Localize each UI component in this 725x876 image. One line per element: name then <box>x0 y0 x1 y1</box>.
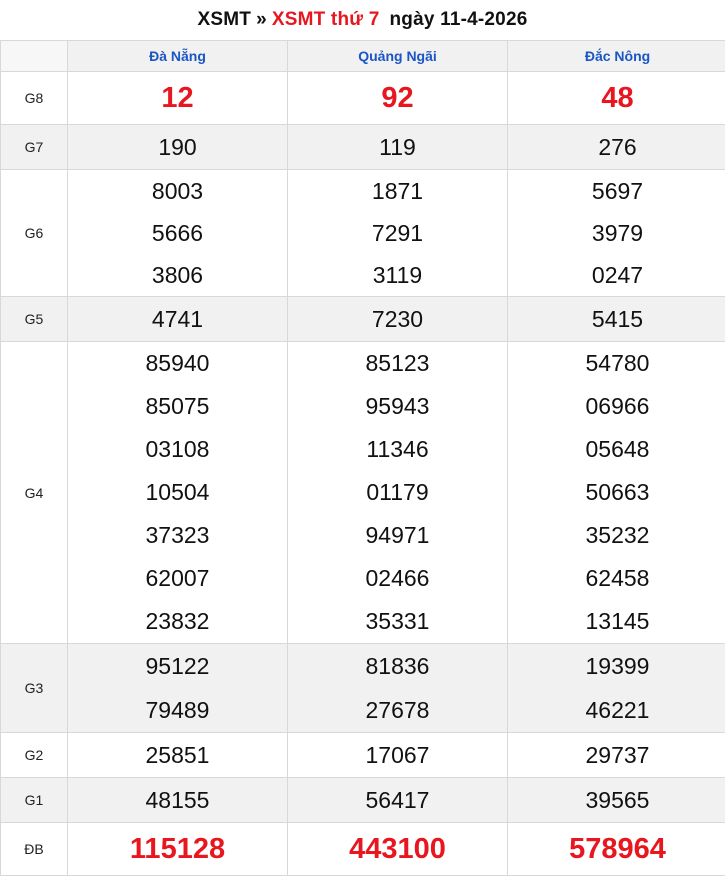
prize-number: 01179 <box>288 471 507 514</box>
prize-number: 8003 <box>68 170 287 212</box>
prize-number: 79489 <box>68 688 287 732</box>
prize-number: 81836 <box>288 644 507 688</box>
prize-number: 11346 <box>288 428 507 471</box>
prize-value-db-0: 115128 <box>68 823 288 876</box>
prize-value-g3-2 <box>508 644 725 733</box>
results-table <box>0 40 725 876</box>
prize-number: 95122 <box>68 644 287 688</box>
table-row <box>1 170 725 297</box>
prize-value-g2-1: 17067 <box>288 733 508 778</box>
prize-label-g7: G7 <box>1 125 68 170</box>
prize-value-g3-0 <box>68 644 288 733</box>
prize-number: 05648 <box>508 428 725 471</box>
page-title <box>0 0 725 40</box>
prize-label-g5: G5 <box>1 297 68 342</box>
prize-value-g8-1: 92 <box>288 72 508 125</box>
prize-number: 62458 <box>508 557 725 600</box>
prize-value-g2-0: 25851 <box>68 733 288 778</box>
prize-number: 02466 <box>288 557 507 600</box>
prize-value-g4-1 <box>288 342 508 644</box>
prize-number: 23832 <box>68 600 287 643</box>
prize-value-g5-0: 4741 <box>68 297 288 342</box>
prize-number: 27678 <box>288 688 507 732</box>
prize-number: 46221 <box>508 688 725 732</box>
prize-number: 35232 <box>508 514 725 557</box>
prize-value-g3-1 <box>288 644 508 733</box>
prize-number: 94971 <box>288 514 507 557</box>
prize-value-g7-2: 276 <box>508 125 725 170</box>
table-row <box>1 644 725 733</box>
prize-number: 54780 <box>508 342 725 385</box>
header-corner <box>1 41 68 72</box>
prize-value-g6-0 <box>68 170 288 297</box>
prize-label-g8: G8 <box>1 72 68 125</box>
prize-number: 85075 <box>68 385 287 428</box>
title-date: ngày 11-4-2026 <box>389 9 527 31</box>
prize-number: 5697 <box>508 170 725 212</box>
prize-number: 3119 <box>288 254 507 296</box>
prize-number: 03108 <box>68 428 287 471</box>
prize-value-g1-2: 39565 <box>508 778 725 823</box>
prize-number: 85123 <box>288 342 507 385</box>
table-row <box>1 823 725 876</box>
title-prefix: XSMT <box>198 9 252 31</box>
table-row <box>1 72 725 125</box>
table-row <box>1 778 725 823</box>
prize-number: 5666 <box>68 212 287 254</box>
prize-number: 37323 <box>68 514 287 557</box>
prize-label-g4: G4 <box>1 342 68 644</box>
prize-number: 85940 <box>68 342 287 385</box>
prize-value-g1-0: 48155 <box>68 778 288 823</box>
table-row <box>1 733 725 778</box>
prize-label-g2: G2 <box>1 733 68 778</box>
title-highlight: XSMT thứ 7 <box>272 9 380 31</box>
province-header-1[interactable]: Quảng Ngãi <box>288 41 508 72</box>
table-row <box>1 297 725 342</box>
prize-number: 3979 <box>508 212 725 254</box>
prize-number: 50663 <box>508 471 725 514</box>
prize-value-g1-1: 56417 <box>288 778 508 823</box>
title-separator: » <box>256 9 267 31</box>
prize-value-g6-2 <box>508 170 725 297</box>
prize-value-g5-2: 5415 <box>508 297 725 342</box>
prize-value-g2-2: 29737 <box>508 733 725 778</box>
prize-number: 06966 <box>508 385 725 428</box>
prize-number: 13145 <box>508 600 725 643</box>
prize-value-db-2: 578964 <box>508 823 725 876</box>
prize-label-g3: G3 <box>1 644 68 733</box>
prize-value-g4-0 <box>68 342 288 644</box>
prize-number: 7291 <box>288 212 507 254</box>
prize-number: 95943 <box>288 385 507 428</box>
table-row <box>1 342 725 644</box>
table-header-row <box>1 41 725 72</box>
prize-number: 35331 <box>288 600 507 643</box>
prize-value-g4-2 <box>508 342 725 644</box>
prize-number: 1871 <box>288 170 507 212</box>
prize-value-g8-2: 48 <box>508 72 725 125</box>
prize-value-db-1: 443100 <box>288 823 508 876</box>
prize-label-g6: G6 <box>1 170 68 297</box>
prize-label-db: ĐB <box>1 823 68 876</box>
province-header-2[interactable]: Đắc Nông <box>508 41 725 72</box>
results-body <box>1 72 725 876</box>
prize-number: 0247 <box>508 254 725 296</box>
prize-value-g8-0: 12 <box>68 72 288 125</box>
prize-label-g1: G1 <box>1 778 68 823</box>
province-header-0[interactable]: Đà Nẵng <box>68 41 288 72</box>
prize-value-g7-0: 190 <box>68 125 288 170</box>
prize-number: 62007 <box>68 557 287 600</box>
prize-number: 10504 <box>68 471 287 514</box>
prize-value-g7-1: 119 <box>288 125 508 170</box>
table-row <box>1 125 725 170</box>
prize-number: 19399 <box>508 644 725 688</box>
prize-number: 3806 <box>68 254 287 296</box>
prize-value-g5-1: 7230 <box>288 297 508 342</box>
prize-value-g6-1 <box>288 170 508 297</box>
